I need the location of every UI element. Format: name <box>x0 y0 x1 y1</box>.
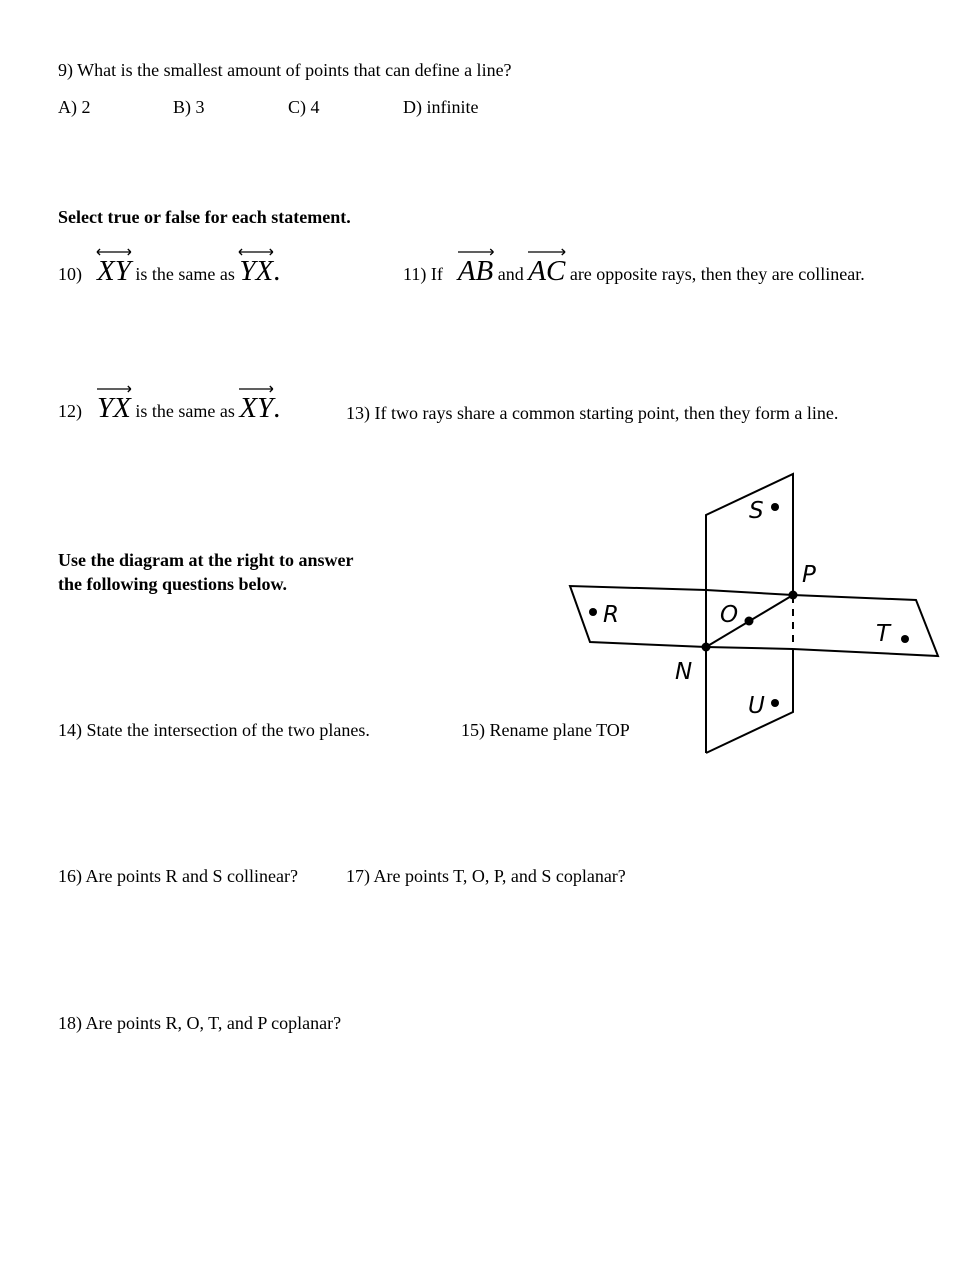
planes-diagram-svg <box>560 468 945 760</box>
q9-choice-b[interactable]: B) 3 <box>173 97 205 117</box>
q11-number: 11) If <box>403 264 443 284</box>
label-o: O <box>720 602 739 628</box>
right-arrow-icon <box>458 247 493 257</box>
q9-choice-c[interactable]: C) 4 <box>288 97 320 117</box>
diagram-instruction-line-1: Use the diagram at the right to answer <box>58 550 354 570</box>
question-9: 9) What is the smallest amount of points that can define a line? <box>58 60 512 80</box>
q10-period: . <box>273 255 281 287</box>
question-13: 13) If two rays share a common starting point, then they form a line. <box>346 403 839 423</box>
q11-ray-ac <box>528 257 565 286</box>
q12-ray-yx <box>97 394 131 423</box>
right-arrow-icon <box>528 247 565 257</box>
q11-mid: and <box>497 264 524 284</box>
q12-sym2: XY <box>239 392 274 424</box>
q11-sym1: AB <box>457 255 494 287</box>
q12-ray-xy <box>239 394 273 423</box>
q11-end: are opposite rays, then they are collinear. <box>569 264 865 284</box>
question-17: 17) Are points T, O, P, and S coplanar? <box>346 866 626 886</box>
q12-period: . <box>273 392 281 424</box>
question-12 <box>58 394 280 423</box>
q10-sym2: YX <box>239 255 274 287</box>
q11-sym2: AC <box>528 255 566 287</box>
right-arrow-icon <box>97 384 131 394</box>
diagram-instruction-line-2: the following questions below. <box>58 574 288 594</box>
point-u <box>771 699 779 707</box>
q10-line-xy <box>97 257 131 286</box>
label-p: P <box>802 562 816 588</box>
point-n <box>702 643 711 652</box>
label-u: U <box>748 693 765 719</box>
right-arrow-icon <box>239 384 273 394</box>
question-10 <box>58 257 280 286</box>
label-s: S <box>749 498 764 524</box>
question-15: 15) Rename plane TOP <box>461 720 630 740</box>
label-n: N <box>675 659 693 685</box>
q9-choice-d[interactable]: D) infinite <box>403 97 479 117</box>
q12-sym1: YX <box>97 392 131 424</box>
q10-sym1: XY <box>97 255 131 287</box>
point-r <box>589 608 597 616</box>
q12-mid: is the same as <box>135 401 235 421</box>
q10-line-yx <box>239 257 273 286</box>
point-o <box>745 617 754 626</box>
question-18: 18) Are points R, O, T, and P coplanar? <box>58 1013 342 1033</box>
question-11 <box>403 257 865 286</box>
double-arrow-icon <box>239 247 273 257</box>
q10-number: 10) <box>58 264 82 284</box>
point-t <box>901 635 909 643</box>
question-14: 14) State the intersection of the two planes. <box>58 720 370 740</box>
q11-ray-ab <box>458 257 493 286</box>
q9-choice-a[interactable]: A) 2 <box>58 97 91 117</box>
true-false-instruction: Select true or false for each statement. <box>58 207 351 227</box>
point-s <box>771 503 779 511</box>
planes-diagram <box>560 468 945 760</box>
q10-mid: is the same as <box>135 264 235 284</box>
label-t: T <box>876 621 891 647</box>
point-p <box>789 591 798 600</box>
question-16: 16) Are points R and S collinear? <box>58 866 298 886</box>
label-r: R <box>603 602 619 628</box>
double-arrow-icon <box>97 247 131 257</box>
q12-number: 12) <box>58 401 82 421</box>
